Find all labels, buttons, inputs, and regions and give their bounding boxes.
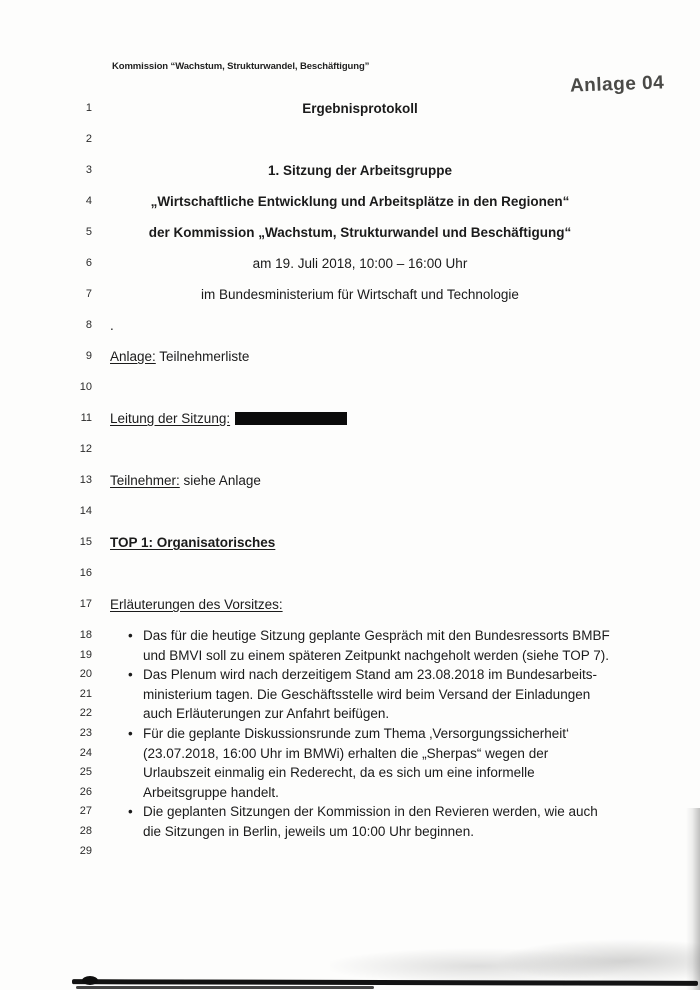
- line-content: [110, 746, 548, 762]
- line-number: 14: [79, 505, 92, 517]
- line-number: 28: [79, 824, 92, 837]
- doc-line: [0, 687, 700, 707]
- line-content: [110, 706, 389, 722]
- line-content: [110, 648, 609, 664]
- text-segment: Das Plenum wird nach derzeitigem Stand am 23.08.2018 im Bundesarbeits-: [143, 667, 597, 683]
- line-content: [110, 349, 249, 365]
- line-content: [110, 535, 275, 551]
- text-segment: auch Erläuterungen zur Anfahrt beifügen.: [143, 706, 390, 722]
- line-number: 18: [79, 629, 92, 641]
- line-number: 3: [85, 164, 92, 176]
- scan-artifact-bottom-line: [72, 979, 698, 986]
- doc-line: [0, 706, 700, 726]
- doc-line: [0, 380, 700, 411]
- document-body: [0, 101, 700, 863]
- line-content: [110, 163, 610, 179]
- doc-line: [0, 667, 700, 687]
- doc-line: [0, 844, 700, 864]
- line-content: [110, 194, 610, 210]
- line-number: 7: [85, 288, 92, 300]
- text-segment: Für die geplante Diskussionsrunde zum Thema ‚Versorgungssicherheit‘: [143, 725, 569, 741]
- text-segment: .: [110, 318, 114, 333]
- text-segment: Teilnehmer:: [110, 473, 180, 488]
- doc-line: [0, 765, 700, 785]
- line-number: 11: [80, 412, 92, 424]
- text-segment: Leitung der Sitzung:: [110, 411, 231, 426]
- text-segment: (23.07.2018, 16:00 Uhr im BMWi) erhalten die „Sherpas“ wegen der: [143, 745, 549, 761]
- line-number: 5: [85, 226, 92, 238]
- line-number: 20: [79, 668, 92, 681]
- text-segment: Ergebnisprotokoll: [302, 101, 418, 116]
- line-content: [110, 411, 347, 427]
- doc-line: [0, 256, 700, 287]
- line-content: [110, 256, 610, 272]
- line-number: 9: [85, 350, 92, 362]
- text-segment: und BMVI soll zu einem späteren Zeitpunkt nachgeholt werden (siehe TOP 7).: [143, 647, 610, 663]
- line-number: 15: [79, 536, 92, 548]
- line-content: [110, 318, 114, 334]
- line-content: [110, 473, 261, 489]
- scan-artifact-blob: [82, 976, 98, 985]
- doc-line: [0, 504, 700, 535]
- doc-line: [0, 824, 700, 844]
- line-number: 17: [79, 598, 92, 610]
- line-number: 24: [79, 746, 92, 759]
- line-number: 19: [79, 648, 92, 661]
- line-number: 16: [79, 567, 92, 579]
- text-segment: siehe Anlage: [179, 473, 261, 488]
- bullet-icon: •: [128, 628, 133, 643]
- doc-line: [0, 194, 700, 225]
- line-content: [110, 824, 474, 840]
- text-segment: „Wirtschaftliche Entwicklung und Arbeitsplätze in den Regionen“: [150, 194, 570, 209]
- text-segment: Das für die heutige Sitzung geplante Gespräch mit den Bundesressorts BMBF: [143, 628, 610, 643]
- doc-line: [0, 746, 700, 766]
- line-content: [110, 785, 279, 801]
- line-content: [110, 287, 610, 303]
- line-number: 22: [79, 707, 92, 720]
- text-segment: im Bundesministerium für Wirtschaft und Technologie: [201, 287, 519, 302]
- line-number: 1: [85, 102, 92, 114]
- line-number: 2: [85, 133, 92, 145]
- doc-line: [0, 566, 700, 597]
- doc-line: [0, 163, 700, 194]
- doc-line: [0, 411, 700, 442]
- text-segment: der Kommission „Wachstum, Strukturwandel und Beschäftigung“: [148, 225, 572, 240]
- scan-artifact-bottom-line-2: [76, 986, 374, 989]
- line-content: [110, 726, 569, 742]
- doc-line: [0, 473, 700, 504]
- bullet-icon: •: [128, 667, 133, 683]
- line-number: 4: [85, 195, 92, 207]
- bullet-icon: •: [128, 804, 133, 820]
- bullet-icon: •: [128, 725, 133, 741]
- doc-line: [0, 648, 700, 668]
- text-segment: am 19. Juli 2018, 10:00 – 16:00 Uhr: [252, 256, 468, 271]
- line-content: [110, 101, 610, 117]
- doc-line: [0, 101, 700, 132]
- line-number: 13: [79, 474, 92, 486]
- scan-artifact-right-edge: [686, 808, 700, 990]
- doc-line: [0, 287, 700, 318]
- doc-line: [0, 785, 700, 805]
- text-segment: 1. Sitzung der Arbeitsgruppe: [267, 163, 453, 178]
- text-segment: Teilnehmerliste: [155, 349, 250, 364]
- redaction-box: [235, 412, 347, 425]
- line-number: 10: [79, 381, 92, 393]
- doc-line: [0, 132, 700, 163]
- text-segment: TOP 1: Organisatorisches: [110, 535, 276, 550]
- line-content: [110, 225, 610, 241]
- line-number: 23: [79, 726, 92, 739]
- line-number: 27: [79, 805, 92, 818]
- document-header-left: Kommission “Wachstum, Strukturwandel, Beschäftigung”: [112, 61, 370, 72]
- doc-line: [0, 804, 700, 824]
- doc-line: [0, 318, 700, 349]
- doc-line: [0, 349, 700, 380]
- text-segment: Die geplanten Sitzungen der Kommission in den Revieren werden, wie auch: [143, 804, 598, 820]
- doc-line: [0, 442, 700, 473]
- text-segment: Urlaubszeit einmalig ein Rederecht, da es sich um eine informelle: [143, 765, 535, 781]
- doc-line: [0, 628, 700, 648]
- text-segment: Erläuterungen des Vorsitzes:: [110, 597, 283, 612]
- text-segment: ministerium tagen. Die Geschäftsstelle wird beim Versand der Einladungen: [143, 686, 591, 702]
- text-segment: Arbeitsgruppe handelt.: [143, 784, 279, 800]
- line-content: [110, 628, 610, 644]
- line-content: [110, 667, 597, 683]
- doc-line: [0, 225, 700, 256]
- line-number: 8: [85, 319, 92, 331]
- line-number: 26: [79, 785, 92, 798]
- doc-line: [0, 535, 700, 566]
- line-number: 21: [79, 687, 92, 700]
- doc-line: [0, 726, 700, 746]
- anlage-stamp: Anlage 04: [569, 72, 665, 97]
- line-number: 6: [85, 257, 92, 269]
- line-content: [110, 804, 598, 820]
- line-content: [110, 597, 283, 613]
- text-segment: die Sitzungen in Berlin, jeweils um 10:00 Uhr beginnen.: [143, 823, 474, 839]
- doc-line: [0, 597, 700, 628]
- line-number: 29: [79, 844, 92, 857]
- line-number: 12: [79, 443, 92, 455]
- text-segment: Anlage:: [110, 349, 156, 364]
- line-number: 25: [79, 766, 92, 779]
- line-content: [110, 687, 590, 703]
- line-content: [110, 765, 535, 781]
